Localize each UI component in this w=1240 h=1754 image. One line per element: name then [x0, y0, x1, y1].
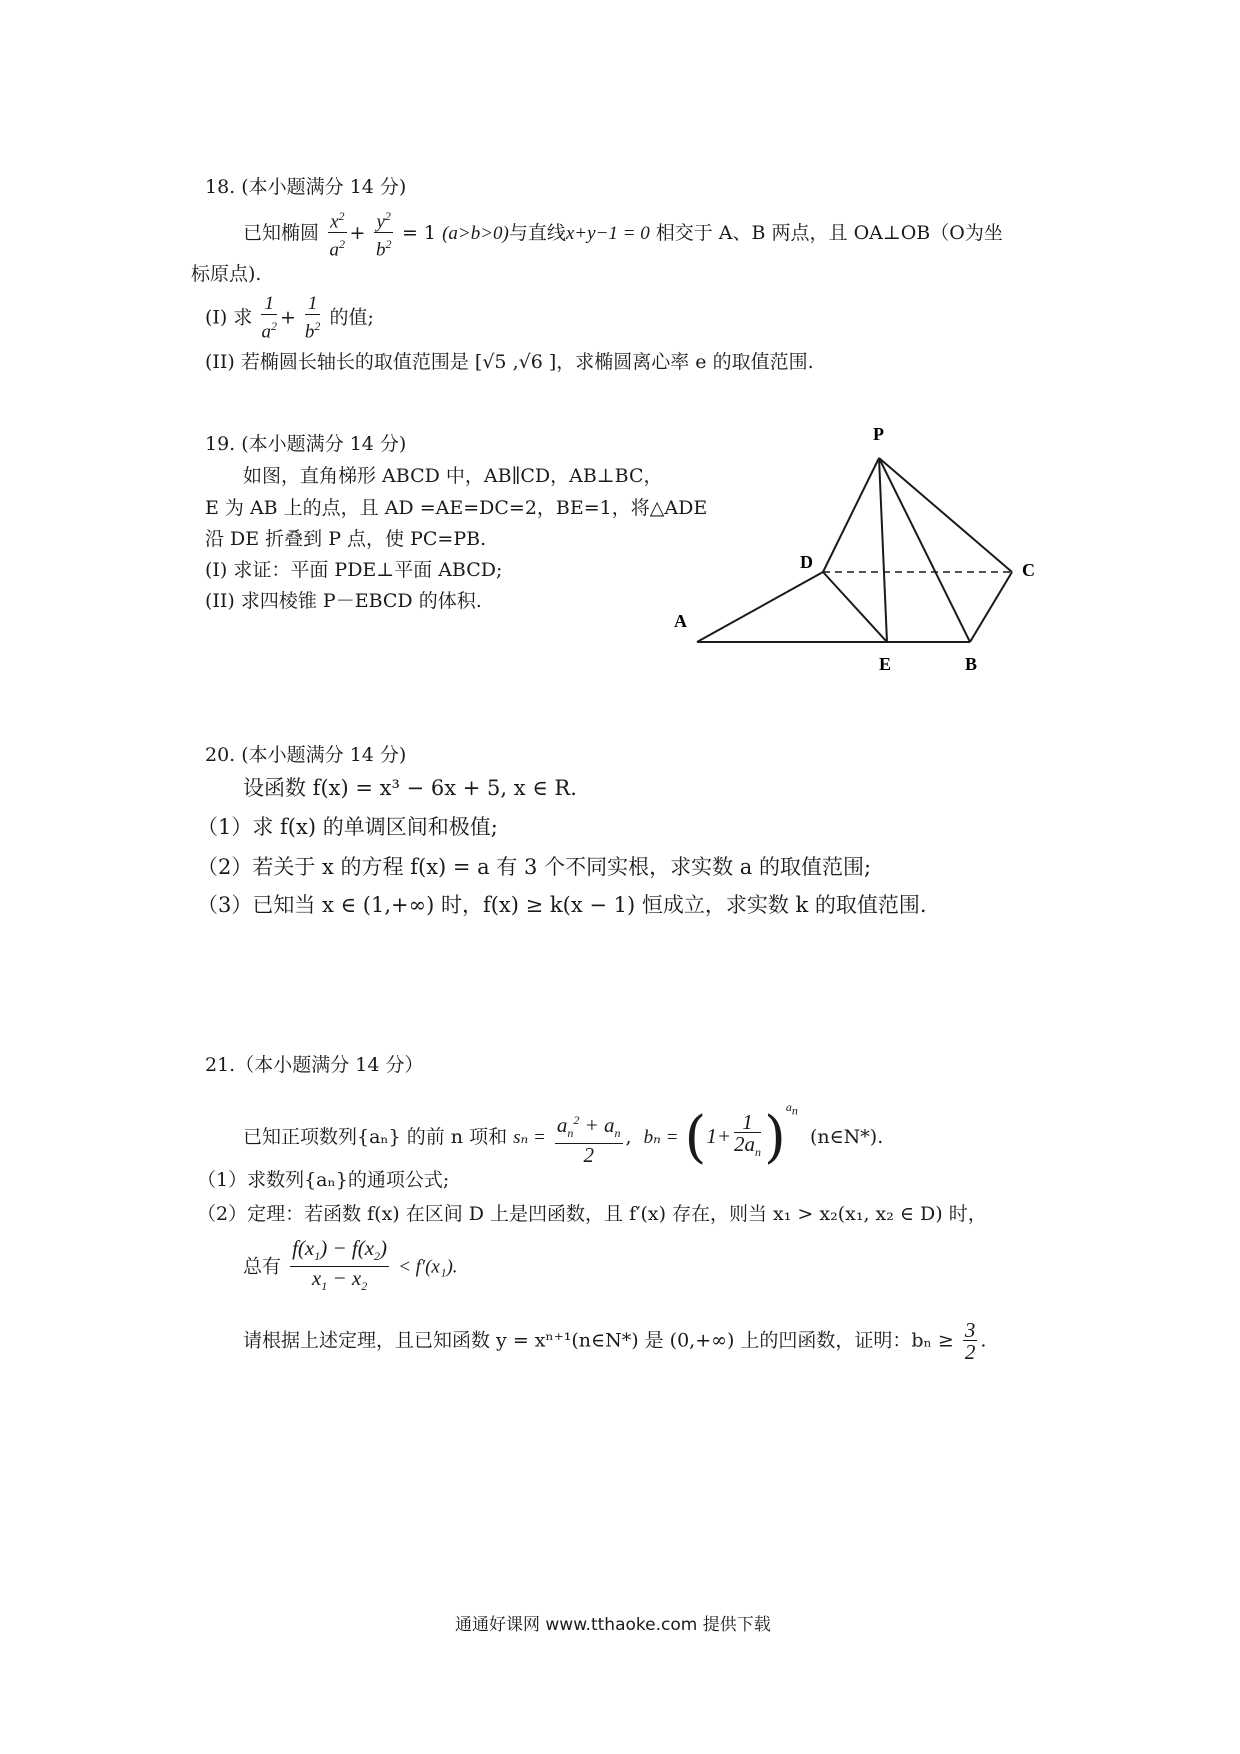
- q21-sn-frac: $\frac{a_n^2 + a_n}{2}$: [555, 1110, 623, 1166]
- q21-bn: bₙ =: [643, 1127, 679, 1148]
- q19-part2: (II) 求四棱锥 P－EBCD 的体积.: [205, 590, 482, 612]
- q18-stem-mid: 与直线: [508, 221, 566, 244]
- edge-pc: [879, 458, 1012, 572]
- q21-stem: 已知正项数列{aₙ} 的前 n 项和 sₙ = $\frac{a_n^2 + a_n}{2}$ , bₙ = (1+ $\frac{1}{2a_n}$ )$^{a_n}$ (n∈N*).: [243, 1100, 884, 1170]
- q20-stem: 设函数 f(x) = x³ − 6x + 5, x ∈ R.: [243, 776, 577, 800]
- edge-pb: [879, 458, 970, 642]
- q21-header: 21.（本小题满分 14 分）: [205, 1054, 424, 1076]
- q18-part1: (I) 求 $\frac{1}{a^2}$ + $\frac{1}{b^2}$ 的值;: [205, 293, 374, 343]
- label-a: A: [674, 611, 687, 631]
- q19-line2: E 为 AB 上的点，且 AD =AE=DC=2，BE=1，将△ADE: [205, 497, 708, 519]
- q21-sn: sₙ =: [513, 1127, 546, 1148]
- q20-part2: （2）若关于 x 的方程 f(x) = a 有 3 个不同实根，求实数 a 的取值范围;: [197, 855, 872, 879]
- edge-cb: [970, 572, 1012, 642]
- q18-eq-tail: = 1: [401, 221, 437, 244]
- q21-part2-line2: [243, 1238, 458, 1297]
- q21-paren-right: ): [764, 1105, 786, 1170]
- q19-header: 19. (本小题满分 14 分): [205, 433, 407, 455]
- q18-frac-x: $\frac{x^2}{a^2}$: [328, 206, 346, 262]
- label-b: B: [965, 654, 978, 674]
- q19-part1: (I) 求证：平面 PDE⊥平面 ABCD;: [205, 559, 503, 581]
- q18-stem-line2: 标原点).: [191, 263, 262, 285]
- pyramid-figure: [660, 420, 1060, 685]
- edge-pd: [823, 458, 879, 572]
- q18-frac-1a: $\frac{1}{a^2}$: [261, 293, 277, 343]
- q21-part2-line2-pre: 总有: [243, 1255, 282, 1278]
- q18-line-eq: x+y−1 = 0: [565, 222, 650, 244]
- q18-part1-pre: 求: [233, 306, 253, 329]
- q19-line1: 如图，直角梯形 ABCD 中，AB∥CD，AB⊥BC，: [243, 465, 663, 487]
- q21-diff-frac: $\frac{f(x_1) - f(x_2)}{x_1 - x_2}$: [292, 1236, 388, 1294]
- label-c: C: [1022, 560, 1035, 580]
- q18-stem-line1: 已知椭圆 $\frac{x^2}{a^2}$ + $\frac{y^2}{b^2}$ = 1 (a>b>0)与直线x+y−1 = 0 相交于 A、B 两点，且 OA⊥OB（O为坐: [243, 206, 1003, 262]
- q21-part2-line3: 请根据上述定理，且已知函数 y = xⁿ⁺¹(n∈N*) 是 (0,+∞) 上的凹函数，证明：bₙ ≥ $\frac{3}{2}$ .: [243, 1318, 987, 1364]
- q21-part1: （1）求数列{aₙ}的通项公式;: [197, 1169, 450, 1191]
- q21-bn-cond: (n∈N*).: [809, 1126, 884, 1148]
- edge-pe: [879, 458, 887, 642]
- q21-paren-left: (: [684, 1105, 707, 1170]
- q18-stem-prefix: 已知椭圆: [243, 221, 320, 244]
- q20-part1: （1）求 f(x) 的单调区间和极值;: [197, 815, 498, 839]
- q18-frac-y: $\frac{y^2}{b^2}$: [374, 206, 392, 262]
- q18-part1-label: (I): [205, 306, 228, 329]
- q18-frac-1b: $\frac{1}{b^2}$: [304, 293, 321, 343]
- q18-part1-post: 的值;: [329, 306, 374, 329]
- q20-part3: （3）已知当 x ∈ (1,+∞) 时，f(x) ≥ k(x − 1) 恒成立，求实数 k 的取值范围.: [197, 893, 927, 917]
- q21-part2-line3-text: 请根据上述定理，且已知函数 y = xⁿ⁺¹(n∈N*) 是 (0,+∞) 上的凹函数，证明：bₙ ≥: [243, 1329, 954, 1352]
- label-p: P: [873, 424, 884, 444]
- q21-part2-line1: （2）定理：若函数 f(x) 在区间 D 上是凹函数，且 f′(x) 存在，则当 x₁ > x₂(x₁, x₂ ∈ D) 时，: [197, 1203, 987, 1225]
- q21-three-halves: $\frac{3}{2}$: [964, 1318, 976, 1364]
- q21-part2-line2-post: < f′(x₁).: [398, 1256, 458, 1278]
- q18-cond: (a>b>0): [442, 222, 509, 244]
- q21-stem-pre: 已知正项数列{aₙ} 的前 n 项和: [243, 1126, 508, 1148]
- edge-ad: [697, 572, 823, 642]
- q18-stem-end: 相交于 A、B 两点，且 OA⊥OB（O为坐: [655, 221, 1003, 244]
- footer-text: 通通好课网 www.tthaoke.com 提供下载: [455, 1615, 771, 1635]
- edge-de: [823, 572, 887, 642]
- label-d: D: [800, 552, 813, 572]
- q21-bn-frac: $\frac{1}{2a_n}$: [734, 1110, 762, 1160]
- q18-part2: (II) 若椭圆长轴长的取值范围是 [√5 ,√6 ]，求椭圆离心率 e 的取值范围.: [205, 351, 814, 373]
- q20-header: 20. (本小题满分 14 分): [205, 744, 407, 766]
- q19-line3: 沿 DE 折叠到 P 点，使 PC=PB.: [205, 528, 487, 550]
- label-e: E: [879, 654, 892, 674]
- q18-header: 18. (本小题满分 14 分): [205, 176, 407, 198]
